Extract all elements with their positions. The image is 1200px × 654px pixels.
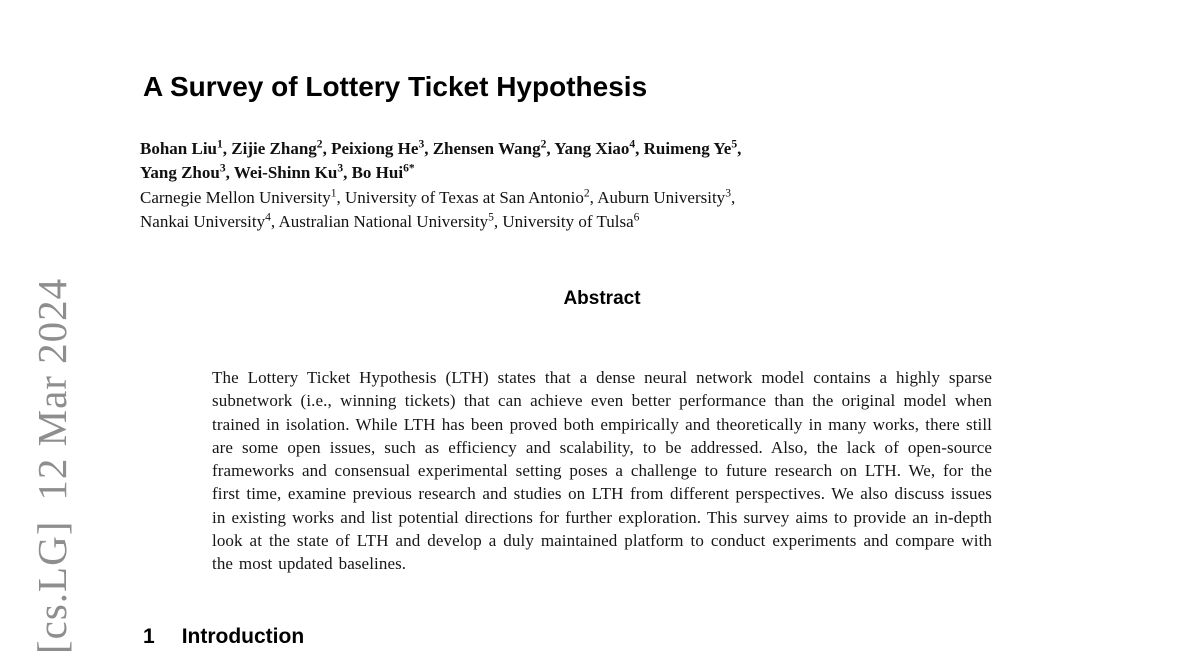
author: Yang Xiao$^4$, — [554, 137, 640, 158]
author-affil-sup: 5 — [731, 137, 738, 151]
author: Bo Hui$^{6*}$ — [351, 160, 415, 182]
affiliation: Nankai University$^4$, — [140, 209, 276, 231]
affil-index-sup: 6 — [633, 209, 640, 223]
arxiv-date: 12 Mar 2024 — [29, 277, 75, 501]
author-affil-sup: 2 — [316, 137, 323, 151]
affiliation-line-2 — [140, 210, 940, 234]
author-affil-sup: 4 — [629, 137, 636, 151]
author-affil-sup: 3 — [418, 137, 425, 151]
affil-index-sup: 3 — [725, 186, 731, 200]
affil-index-sup: 4 — [265, 209, 271, 223]
affiliation-line-1 — [140, 186, 940, 210]
abstract-text: The Lottery Ticket Hypothesis (LTH) states that a dense neural network model contains a highly sparse subnetwork (i.e., winning tickets) that can achieve even better performance than the original model when trained in isolation. While LTH has been proved both empirically and theoretically in many works, there still are some open issues, such as efficiency and scalability, to be addressed. Also, the lack of open-source frameworks and consensual experimental setting poses a challenge to future research on LTH. We, for the first time, examine previous research and studies on LTH from different perspectives. We also discuss issues in existing works and list potential directions for further exploration. This survey aims to provide an in-depth look at the state of LTH and develop a duly maintained platform to conduct experiments and compare with the most updated baselines. — [212, 368, 992, 574]
author-affil-sup: 3 — [219, 160, 226, 174]
author-affil-sup: 3 — [337, 160, 344, 174]
author: Zijie Zhang$^2$, — [231, 137, 327, 158]
paper-title: A Survey of Lottery Ticket Hypothesis — [143, 70, 648, 102]
author-affil-sup: 1 — [217, 137, 223, 151]
author: Bohan Liu$^1$, — [140, 137, 228, 158]
abstract-heading: Abstract — [563, 288, 641, 309]
author: Ruimeng Ye$^5$, — [643, 137, 742, 158]
affil-index-sup: 2 — [583, 186, 590, 200]
arxiv-watermark — [28, 278, 76, 654]
author-line-1 — [140, 137, 920, 161]
affiliation: University of Tulsa$^6$ — [502, 209, 640, 231]
author: Yang Zhou$^3$, — [140, 160, 230, 182]
affiliation-block — [140, 186, 940, 233]
section-heading-introduction — [143, 625, 304, 649]
affiliation: University of Texas at San Antonio$^2$, — [345, 186, 594, 207]
section-title: Introduction — [181, 625, 305, 648]
author: Zhensen Wang$^2$, — [432, 137, 551, 158]
author: Wei-Shinn Ku$^3$, — [233, 160, 348, 182]
affil-index-sup: 5 — [488, 209, 494, 223]
affiliation: Auburn University$^3$, — [597, 186, 736, 207]
author: Peixiong He$^3$, — [331, 137, 429, 158]
affil-index-sup: 1 — [330, 186, 337, 200]
author-affil-sup: 2 — [540, 137, 547, 151]
author-block — [140, 137, 920, 184]
affiliation: Australian National University$^5$, — [278, 209, 499, 231]
section-number: 1 — [143, 625, 155, 648]
author-line-2 — [140, 161, 920, 185]
author-affil-sup: 6* — [403, 160, 415, 174]
arxiv-category: [cs.LG] — [29, 520, 75, 654]
affiliation: Carnegie Mellon University$^1$, — [140, 186, 341, 207]
